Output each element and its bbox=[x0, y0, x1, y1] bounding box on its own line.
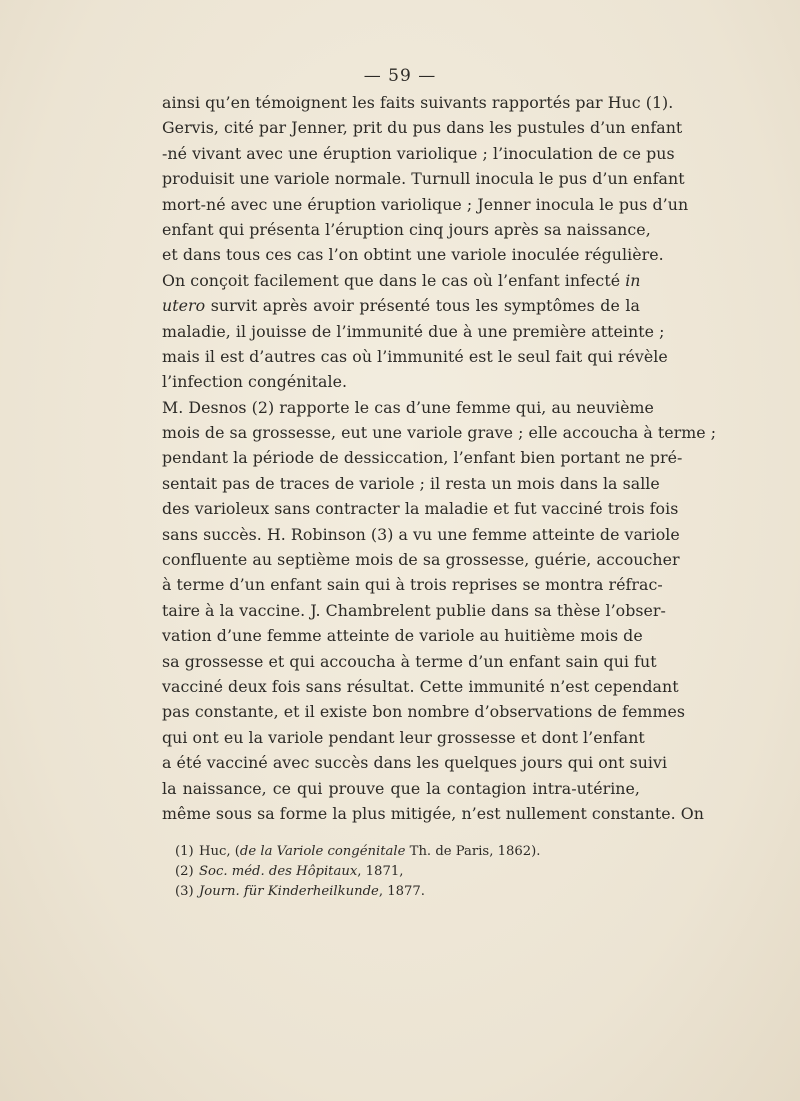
text-line: produisit une variole normale. Turnull inocula le pus d’un enfant bbox=[162, 169, 685, 189]
footnote-title: Journ. für Kinderheilkunde bbox=[199, 884, 379, 899]
footnote-detail: Th. de Paris, 1862). bbox=[405, 844, 541, 859]
text-line: sentait pas de traces de variole ; il resta un mois dans la salle bbox=[162, 473, 660, 493]
footnote-detail: , 1871, bbox=[357, 864, 404, 879]
text-line: mais il est d’autres cas où l’immunité est le seul fait qui révèle bbox=[162, 346, 668, 366]
text-line: confluente au septième mois de sa grossesse, guérie, accoucher bbox=[162, 550, 680, 570]
footnote-number: (3) bbox=[175, 884, 194, 899]
text-line: maladie, il jouisse de l’immunité due à une première atteinte ; bbox=[162, 321, 665, 341]
text-line: Gervis, cité par Jenner, prit du pus dans les pustules d’un enfant bbox=[162, 118, 683, 138]
footnote-number: (1) bbox=[175, 844, 194, 859]
text-line: pas constante, et il existe bon nombre d’observations de femmes bbox=[162, 702, 686, 722]
text-line: M. Desnos (2) rapporte le cas d’une femme qui, au neuvième bbox=[162, 397, 654, 417]
text-line: des varioleux sans contracter la maladie et fut vacciné trois fois bbox=[162, 499, 679, 519]
text-line: l’infection congénitale. bbox=[162, 372, 348, 392]
text-line: sans succès. H. Robinson (3) a vu une femme atteinte de variole bbox=[162, 524, 680, 544]
footnote-author: Huc, ( bbox=[199, 844, 240, 859]
text-line: On conçoit facilement que dans le cas où l’enfant infecté in bbox=[162, 270, 641, 290]
text-line: sa grossesse et qui accoucha à terme d’un enfant sain qui fut bbox=[162, 651, 657, 671]
text-line: vacciné deux fois sans résultat. Cette immunité n’est cependant bbox=[162, 676, 679, 696]
text-line: ainsi qu’en témoignent les faits suivants rapportés par Huc (1). bbox=[162, 93, 674, 112]
footnotes bbox=[175, 842, 595, 902]
text-line: qui ont eu la variole pendant leur grossesse et dont l’enfant bbox=[162, 727, 645, 747]
page-number: — 59 — bbox=[363, 66, 437, 86]
footnote-title: Soc. méd. des Hôpitaux bbox=[199, 864, 358, 879]
text-line: à terme d’un enfant sain qui à trois reprises se montra réfrac- bbox=[162, 575, 663, 595]
footnote-number: (2) bbox=[175, 864, 194, 879]
footnote bbox=[175, 882, 595, 902]
text-line: a été vacciné avec succès dans les quelques jours qui ont suivi bbox=[162, 753, 668, 773]
text-line: taire à la vaccine. J. Chambrelent publie dans sa thèse l’obser- bbox=[162, 600, 666, 620]
text-line: et dans tous ces cas l’on obtint une variole inoculée régulière. bbox=[162, 245, 664, 265]
text-line: enfant qui présenta l’éruption cinq jours après sa naissance, bbox=[162, 219, 651, 239]
body-text bbox=[162, 90, 717, 826]
text-line: vation d’une femme atteinte de variole au huitième mois de bbox=[162, 626, 643, 646]
footnote bbox=[175, 862, 595, 882]
text-line: mort-né avec une éruption variolique ; Jenner inocula le pus d’un bbox=[162, 194, 689, 214]
footnote-detail: , 1877. bbox=[378, 884, 425, 899]
footnote bbox=[175, 842, 595, 862]
text-line: -né vivant avec une éruption variolique ; l’inoculation de ce pus bbox=[162, 143, 675, 163]
text-line: mois de sa grossesse, eut une variole grave ; elle accoucha à terme ; bbox=[162, 423, 717, 443]
text-line: même sous sa forme la plus mitigée, n’est nullement constante. On bbox=[162, 803, 705, 823]
text-line: pendant la période de dessiccation, l’enfant bien portant ne pré- bbox=[162, 448, 683, 468]
footnote-title: de la Variole congénitale bbox=[239, 844, 406, 859]
text-line: la naissance, ce qui prouve que la contagion intra-utérine, bbox=[162, 778, 640, 798]
text-line: utero survit après avoir présenté tous les symptômes de la bbox=[162, 296, 640, 316]
